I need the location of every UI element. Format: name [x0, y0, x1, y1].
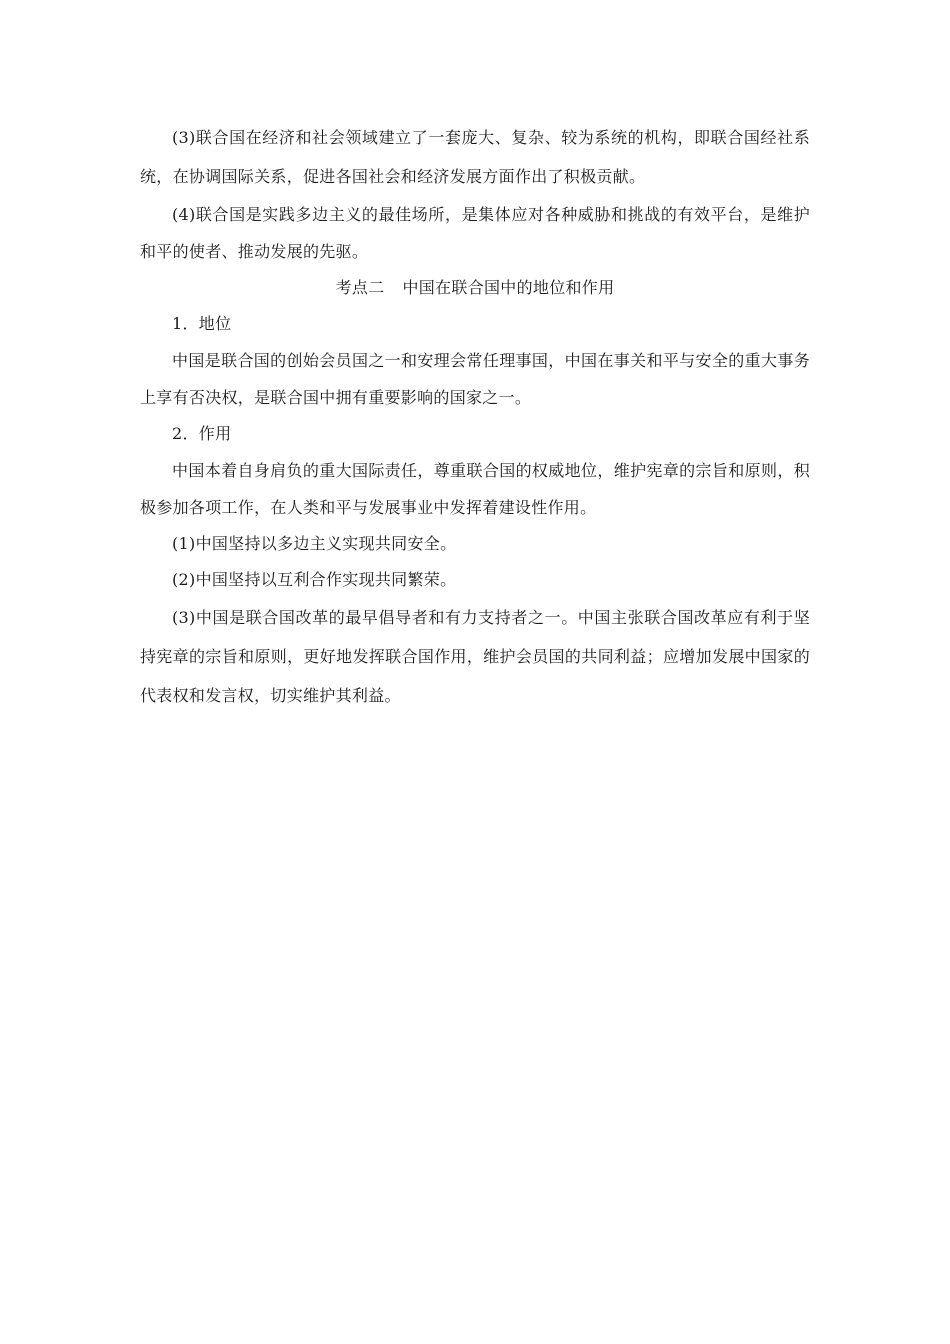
paragraph-china-role: 中国本着自身肩负的重大国际责任，尊重联合国的权威地位，维护宪章的宗旨和原则，积极参加各项工作，在人类和平与发展事业中发挥着建设性作用。 [140, 461, 810, 517]
section-title: 中国在联合国中的地位和作用 [402, 278, 615, 297]
list-item-common-security: (1)中国坚持以多边主义实现共同安全。 [172, 534, 457, 553]
paragraph-un-reform: (3)中国是联合国改革的最早倡导者和有力支持者之一。中国主张联合国改革应有利于坚持宪章的宗旨和原则，更好地发挥联合国作用，维护会员国的共同利益；应增加发展中国家的代表权和发言权，切实维护其利益。 [140, 608, 810, 705]
paragraph-china-status: 中国是联合国的创始会员国之一和安理会常任理事国，中国在事关和平与安全的重大事务上享有否决权，是联合国中拥有重要影响的国家之一。 [140, 351, 810, 407]
list-item-common-prosperity: (2)中国坚持以互利合作实现共同繁荣。 [172, 570, 457, 589]
subheading-status: 1．地位 [172, 314, 232, 333]
paragraph-un-multilateralism: (4)联合国是实践多边主义的最佳场所，是集体应对各种威胁和挑战的有效平台，是维护和平的使者、推动发展的先驱。 [140, 205, 810, 261]
section-heading [140, 270, 810, 306]
subheading-role: 2．作用 [172, 424, 232, 443]
section-label: 考点二 [335, 278, 385, 297]
document-page [140, 118, 810, 715]
paragraph-un-economic-social-system: (3)联合国在经济和社会领域建立了一套庞大、复杂、较为系统的机构，即联合国经社系统，在协调国际关系，促进各国社会和经济发展方面作出了积极贡献。 [140, 128, 810, 186]
